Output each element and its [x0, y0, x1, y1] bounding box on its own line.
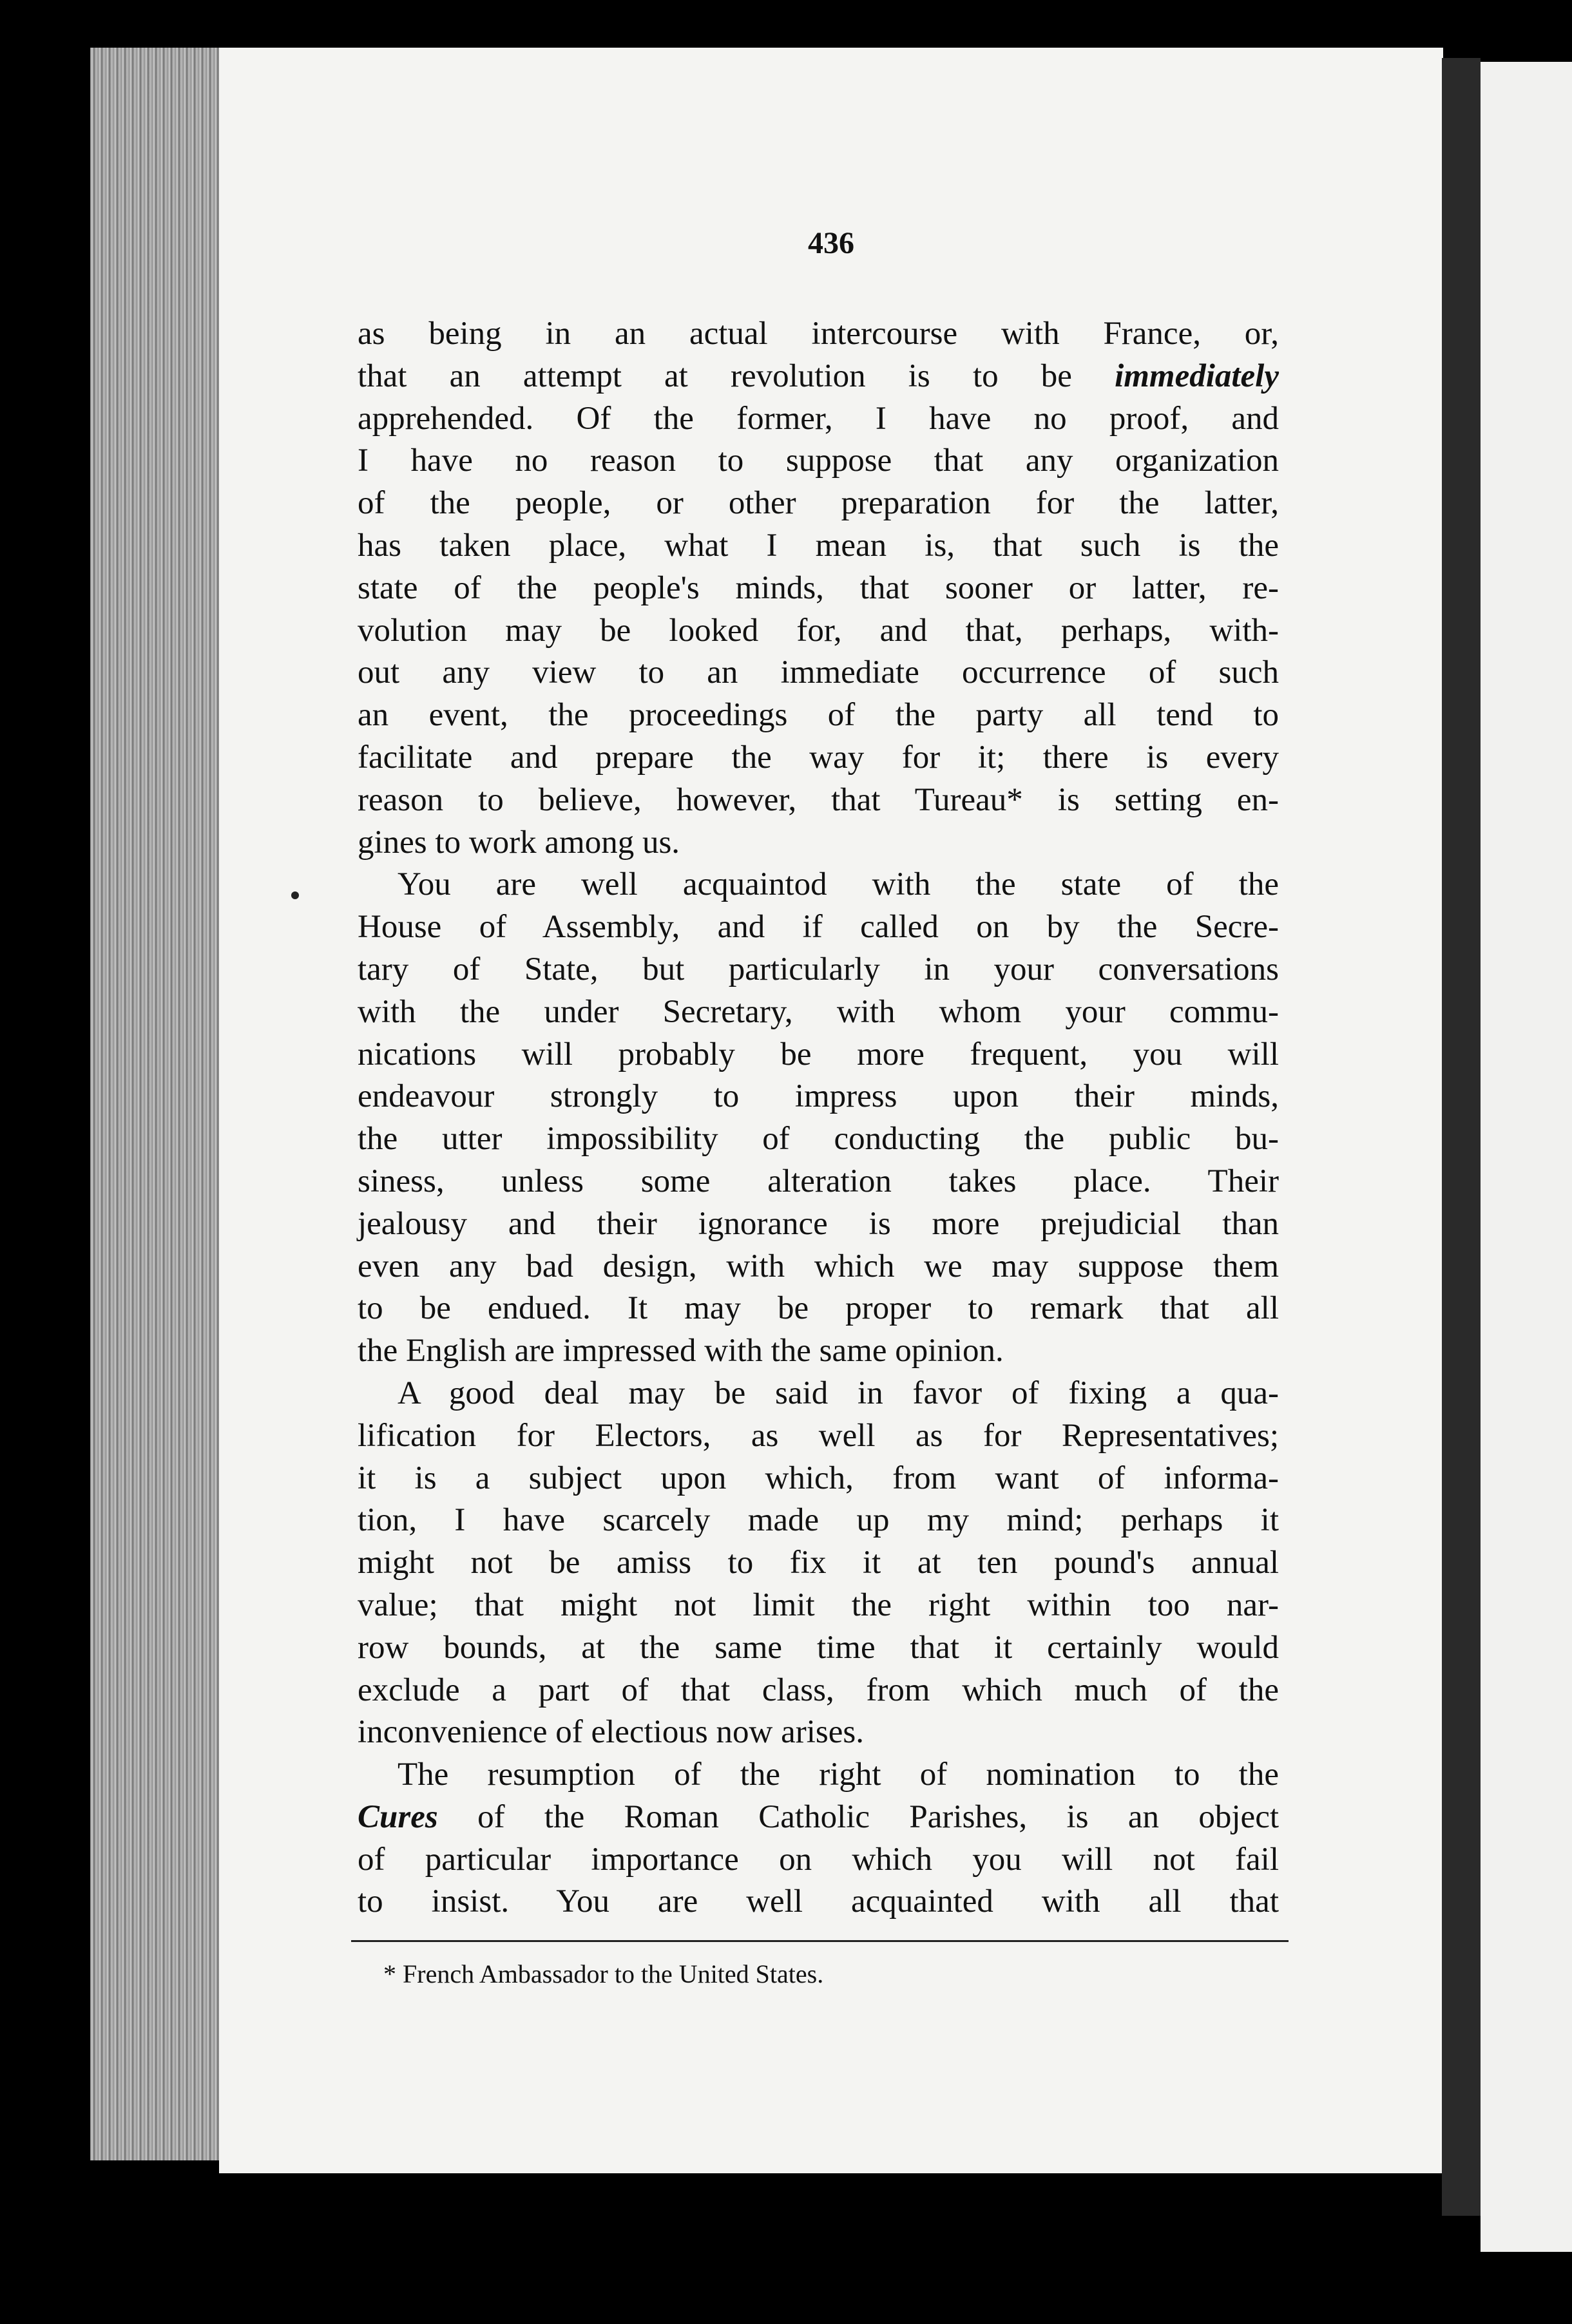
text-line-segment: value; that might not limit the right within too nar-	[358, 1586, 1279, 1623]
text-line-segment: siness, unless some alteration takes place. Their	[358, 1163, 1279, 1199]
text-line	[358, 1288, 1279, 1330]
margin-mark	[291, 891, 299, 899]
text-line-segment: apprehended. Of the former, I have no proof, and	[358, 400, 1279, 437]
text-line-segment: as being in an actual intercourse with France, or,	[358, 316, 1279, 352]
text-line	[358, 1330, 1279, 1373]
text-line-segment: row bounds, at the same time that it certainly would	[358, 1629, 1279, 1666]
text-line	[358, 356, 1279, 398]
text-line	[358, 906, 1279, 949]
text-line-segment: gines to work among us.	[358, 824, 680, 861]
text-line-segment: inconvenience of electious now arises.	[358, 1714, 864, 1751]
text-line	[358, 482, 1279, 525]
text-line-segment: an event, the proceedings of the party all tend to	[358, 697, 1279, 734]
text-line-segment: I have no reason to suppose that any organization	[358, 443, 1279, 479]
text-line	[358, 1627, 1279, 1670]
text-line	[358, 1754, 1279, 1796]
body-text	[358, 313, 1279, 1923]
facing-page-edge	[1481, 62, 1572, 2252]
text-line-segment: it is a subject upon which, from want of informa-	[358, 1460, 1279, 1496]
page-number: 436	[808, 226, 854, 260]
text-line-segment: of particular importance on which you will not fail	[358, 1841, 1279, 1878]
text-line	[358, 525, 1279, 567]
text-line-segment: jealousy and their ignorance is more prejudicial than	[358, 1205, 1279, 1242]
text-line-segment: tion, I have scarcely made up my mind; perhaps it	[358, 1502, 1279, 1539]
text-line-segment: exclude a part of that class, from which much of the	[358, 1672, 1279, 1708]
text-line	[358, 1246, 1279, 1288]
text-line-segment: has taken place, what I mean is, that such is the	[358, 527, 1279, 564]
text-line-segment: might not be amiss to fix it at ten pound's annual	[358, 1545, 1279, 1581]
text-line	[358, 1076, 1279, 1118]
text-line-segment: tary of State, but particularly in your conversations	[358, 951, 1279, 987]
text-line	[358, 610, 1279, 652]
text-line	[358, 779, 1279, 822]
text-line-segment: facilitate and prepare the way for it; there is every	[358, 739, 1279, 776]
text-line	[358, 1796, 1279, 1839]
text-line	[358, 1458, 1279, 1500]
text-line-segment: to insist. You are well acquainted with all that	[358, 1883, 1279, 1920]
text-line	[358, 313, 1279, 356]
text-line	[358, 1542, 1279, 1585]
text-line-segment: nications will probably be more frequent, you will	[358, 1036, 1279, 1072]
text-line-segment: reason to believe, however, that Tureau* is setting en-	[358, 781, 1279, 818]
text-line	[358, 440, 1279, 482]
text-line-segment: lification for Electors, as well as for Representatives;	[358, 1417, 1279, 1454]
text-line-segment: volution may be looked for, and that, perhaps, with-	[358, 612, 1279, 649]
text-line	[358, 822, 1279, 864]
text-line	[358, 991, 1279, 1034]
text-line	[358, 1203, 1279, 1246]
text-line-segment: with the under Secretary, with whom your commu-	[358, 993, 1279, 1030]
text-line	[358, 949, 1279, 991]
text-line	[358, 1585, 1279, 1627]
footnote-divider	[351, 1940, 1289, 1942]
text-line	[358, 1839, 1279, 1881]
text-line	[358, 864, 1279, 906]
text-line-segment: of the Roman Catholic Parishes, is an object	[437, 1798, 1279, 1835]
text-line	[358, 1034, 1279, 1076]
text-line	[358, 737, 1279, 779]
text-line-segment: You are well acquaintod with the state of the	[398, 866, 1279, 903]
text-line	[358, 398, 1279, 441]
text-line-segment: the utter impossibility of conducting the public bu-	[358, 1121, 1279, 1157]
italic-text: immediately	[1115, 357, 1279, 394]
text-line-segment: endeavour strongly to impress upon their minds,	[358, 1078, 1279, 1115]
text-line	[358, 1881, 1279, 1923]
text-line-segment: that an attempt at revolution is to be	[358, 357, 1115, 394]
text-line-segment: House of Assembly, and if called on by the Secre-	[358, 909, 1279, 946]
text-line	[358, 1500, 1279, 1542]
book-gutter	[1442, 58, 1481, 2216]
text-line-segment: state of the people's minds, that sooner or latter, re-	[358, 569, 1279, 606]
text-line-segment: the English are impressed with the same opinion.	[358, 1333, 1004, 1369]
text-line	[358, 1415, 1279, 1458]
footnote: * French Ambassador to the United States.	[383, 1959, 824, 1988]
text-line-segment: of the people, or other preparation for the latter,	[358, 485, 1279, 522]
text-line-segment: The resumption of the right of nomination to the	[398, 1757, 1279, 1793]
text-line	[358, 1670, 1279, 1712]
text-line	[358, 1711, 1279, 1754]
text-line	[358, 652, 1279, 694]
book-page-edges	[90, 48, 240, 2160]
text-line-segment: even any bad design, with which we may suppose them	[358, 1248, 1279, 1284]
text-line-segment: to be endued. It may be proper to remark that all	[358, 1290, 1279, 1327]
text-line	[358, 694, 1279, 737]
text-line-segment: out any view to an immediate occurrence of such	[358, 654, 1279, 691]
text-line	[358, 1373, 1279, 1415]
text-line	[358, 567, 1279, 610]
text-line-segment: A good deal may be said in favor of fixing a qua-	[398, 1375, 1279, 1411]
italic-text: Cures	[358, 1798, 438, 1835]
text-line	[358, 1118, 1279, 1161]
text-line	[358, 1161, 1279, 1203]
